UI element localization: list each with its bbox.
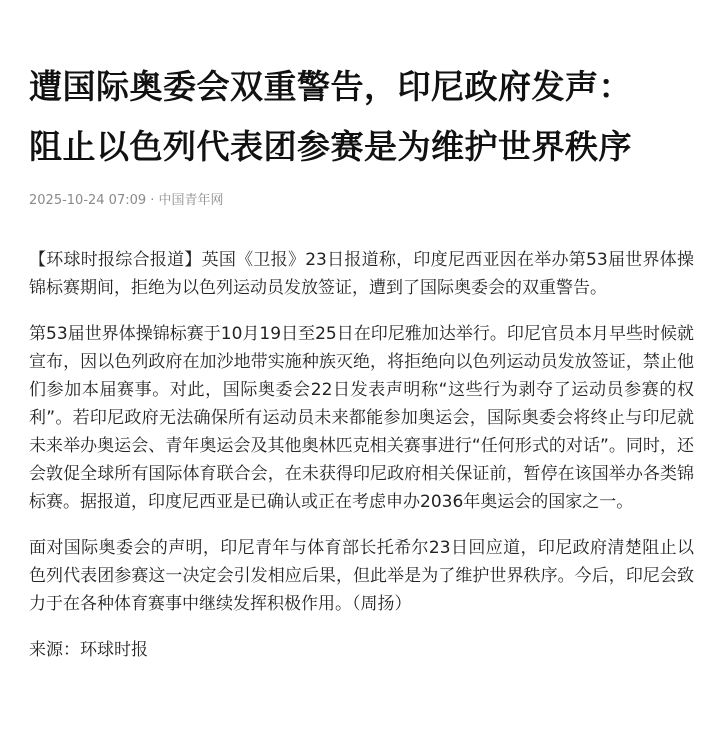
article-meta: 2025-10-24 07:09 · 中国青年网 [29,193,224,208]
paragraph-2: 第53届世界体操锦标赛于10月19日至25日在印尼雅加达举行。印尼官员本月早些时候就宣布，因以色列政府在加沙地带实施种族灭绝，将拒绝向以色列运动员发放签证，禁止他们参加本届赛事。对此，国际奥委会22日发表声明称“这些行为剥夺了运动员参赛的权利”。若印尼政府无法确保所有运动员未来都能参加奥运会，国际奥委会将终止与印尼就未来举办奥运会、青年奥运会及其他奥林匹克相关赛事进行“任何形式的对话”。同时，还会敦促全球所有国际体育联合会，在未获得印尼政府相关保证前，暂停在该国举办各类锦标赛。据报道，印度尼西亚是已确认或正在考虑申办2036年奥运会的国家之一。 [29,324,694,512]
article-body [29,246,694,664]
title-line-1: 遭国际奥委会双重警告，印尼政府发声： [29,67,632,106]
paragraph-3: 面对国际奥委会的声明，印尼青年与体育部长托希尔23日回应道，印尼政府清楚阻止以色列代表团参赛这一决定会引发相应后果，但此举是为了维护世界秩序。今后，印尼会致力于在各种体育赛事中继续发挥积极作用。（周扬） [29,538,694,614]
article-title [29,0,694,177]
title-line-2: 阻止以色列代表团参赛是为维护世界秩序 [29,127,632,166]
paragraph-1: 【环球时报综合报道】英国《卫报》23日报道称，印度尼西亚因在举办第53届世界体操锦标赛期间，拒绝为以色列运动员发放签证，遭到了国际奥委会的双重警告。 [29,250,694,298]
article-source: 来源：环球时报 [29,640,148,660]
